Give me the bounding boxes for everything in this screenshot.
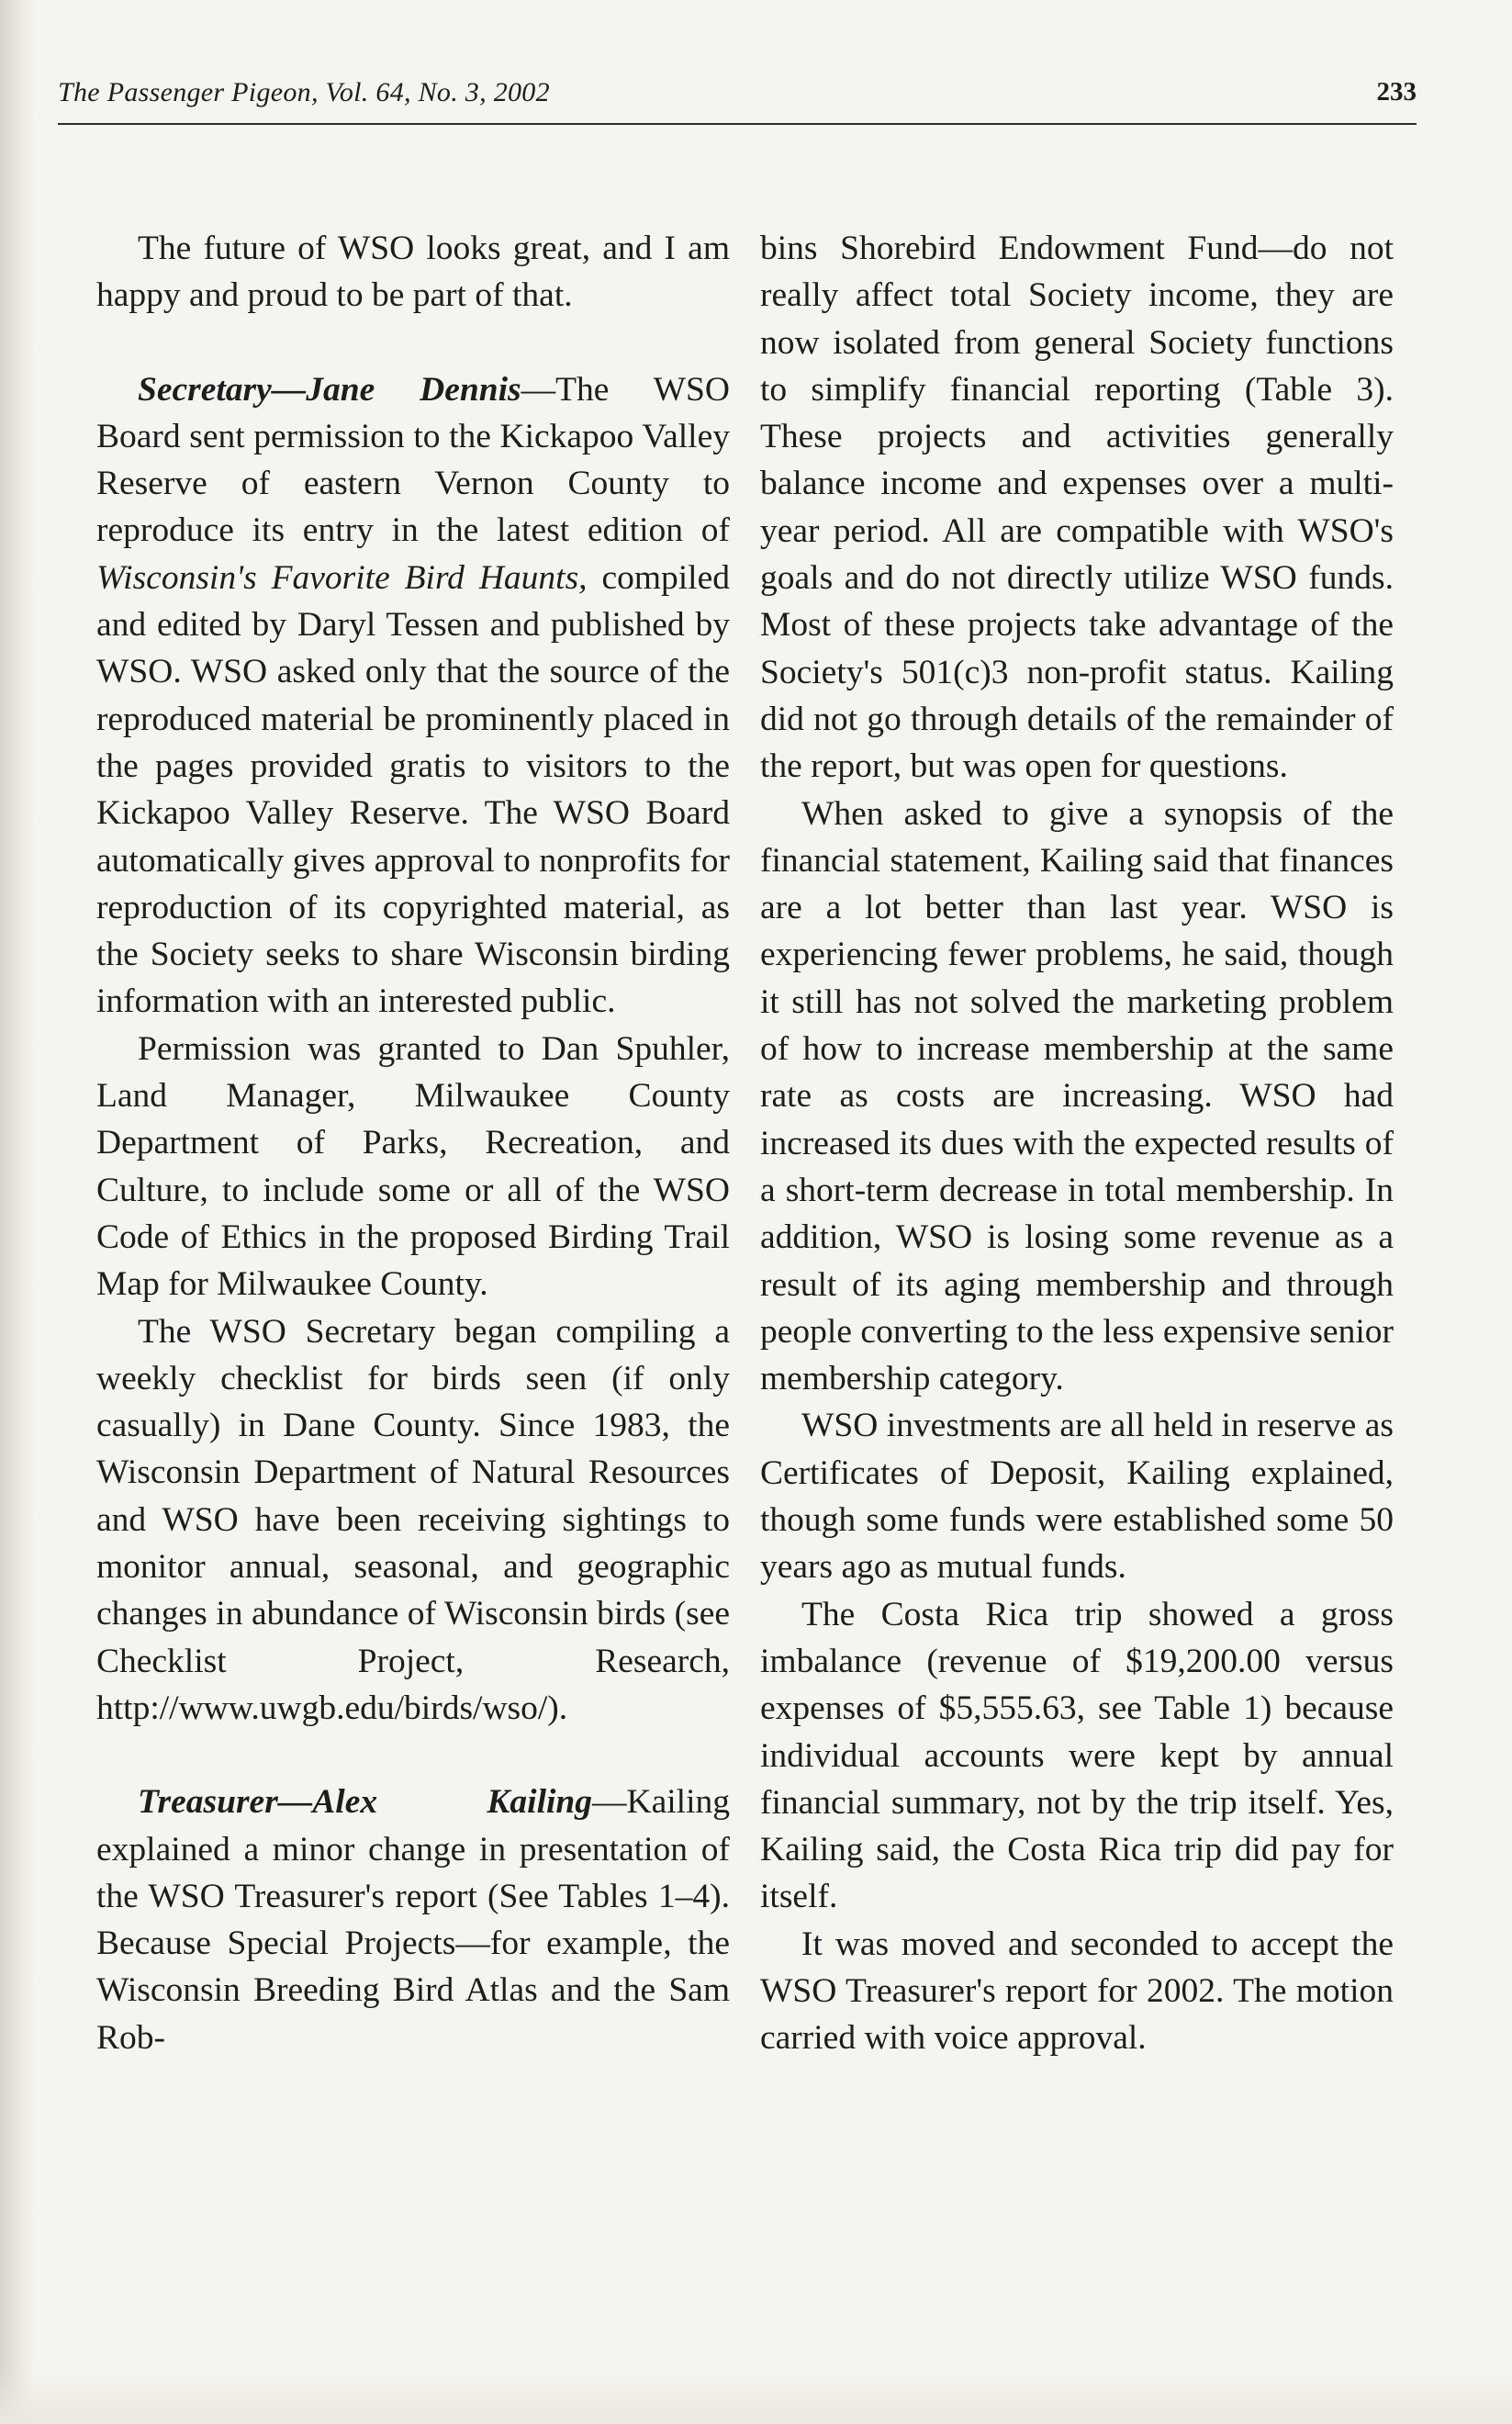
left-column (96, 225, 730, 2061)
paragraph-secretary-report (96, 366, 730, 1026)
paragraph-permission-granted: Permission was granted to Dan Spuhler, Land Manager, Milwaukee County Department of Parks, Recreation, and Culture, to include some or all of the WSO Code of Ethics in the proposed Birding Trail Map for Milwaukee County. (96, 1029, 730, 1304)
journal-citation: The Passenger Pigeon, Vol. 64, No. 3, 2002 (58, 77, 550, 107)
paragraph-motion-carried: It was moved and seconded to accept the WSO Treasurer's report for 2002. The motion carried with voice approval. (760, 1925, 1394, 2058)
right-column (760, 225, 1394, 2062)
secretary-heading: Secretary—Jane Dennis (138, 370, 521, 409)
secretary-text-b: compiled and edited by Daryl Tessen and published by WSO. WSO asked only that the source of the reproduced material be prominently placed in the pages provided gratis to visitors to the Kickapoo Valley Reserve. The WSO Board automatically gives approval to nonprofits for reproduction of its copyrighted material, as the Society seeks to share Wisconsin birding information with an interested public. (96, 558, 730, 1021)
paragraph-weekly-checklist: The WSO Secretary began compiling a weekly checklist for birds seen (if only casually) in Dane County. Since 1983, the Wisconsin Department of Natural Resources and WSO have been receiving sightings to monitor annual, seasonal, and geographic changes in abundance of Wisconsin birds (see Checklist Project, Research, http://www.uwgb.edu/birds/wso/). (96, 1312, 730, 1727)
treasurer-text: —Kailing explained a minor change in presentation of the WSO Treasurer's report (See Tables 1–4). Because Special Projects—for example, the Wisconsin Breeding Bird Atlas and the Sam Rob- (96, 1783, 730, 2057)
paragraph-future-of-wso: The future of WSO looks great, and I am happy and proud to be part of that. (96, 230, 730, 315)
paragraph-costa-rica-trip: The Costa Rica trip showed a gross imbalance (revenue of $19,200.00 versus expenses of $5,555.63, see Table 1) because individual accounts were kept by annual financial summary, not by the trip itself. Yes, Kailing said, the Costa Rica trip did pay for itself. (760, 1595, 1394, 1916)
page-bottom-shadow (0, 2369, 1512, 2424)
secretary-text-a: —The WSO Board sent permission to the Kickapoo Valley Reserve of eastern Vernon County to reproduce its entry in the latest edition of (96, 370, 730, 550)
paragraph-investments: WSO investments are all held in reserve as Certificates of Deposit, Kailing explained, though some funds were established some 50 years ago as mutual funds. (760, 1407, 1394, 1587)
paragraph-treasurer-report (96, 1779, 730, 2061)
paragraph-financial-synopsis: When asked to give a synopsis of the financial statement, Kailing said that finances are a lot better than last year. WSO is experiencing fewer problems, he said, though it still has not solved the marketing problem of how to increase membership at the same rate as costs are increasing. WSO had increased its dues with the expected results of a short-term decrease in total membership. In addition, WSO is losing some revenue as a result of its aging membership and through people converting to the less expensive senior membership category. (760, 794, 1394, 1398)
paragraph-special-projects: bins Shorebird Endowment Fund—do not really affect total Society income, they are now isolated from general Society functions to simplify financial reporting (Table 3). These projects and activities generally balance income and expenses over a multi-year period. All are compatible with WSO's goals and do not directly utilize WSO funds. Most of these projects take advantage of the Society's 501(c)3 non-profit status. Kailing did not go through details of the remainder of the report, but was open for questions. (760, 230, 1394, 786)
book-title: Wisconsin's Favorite Bird Haunts, (96, 558, 588, 597)
running-header (58, 77, 1417, 123)
treasurer-heading: Treasurer—Alex Kailing (138, 1783, 593, 1822)
page-edge-shadow (0, 0, 35, 2424)
page-number: 233 (1376, 77, 1417, 107)
header-rule (58, 123, 1417, 125)
